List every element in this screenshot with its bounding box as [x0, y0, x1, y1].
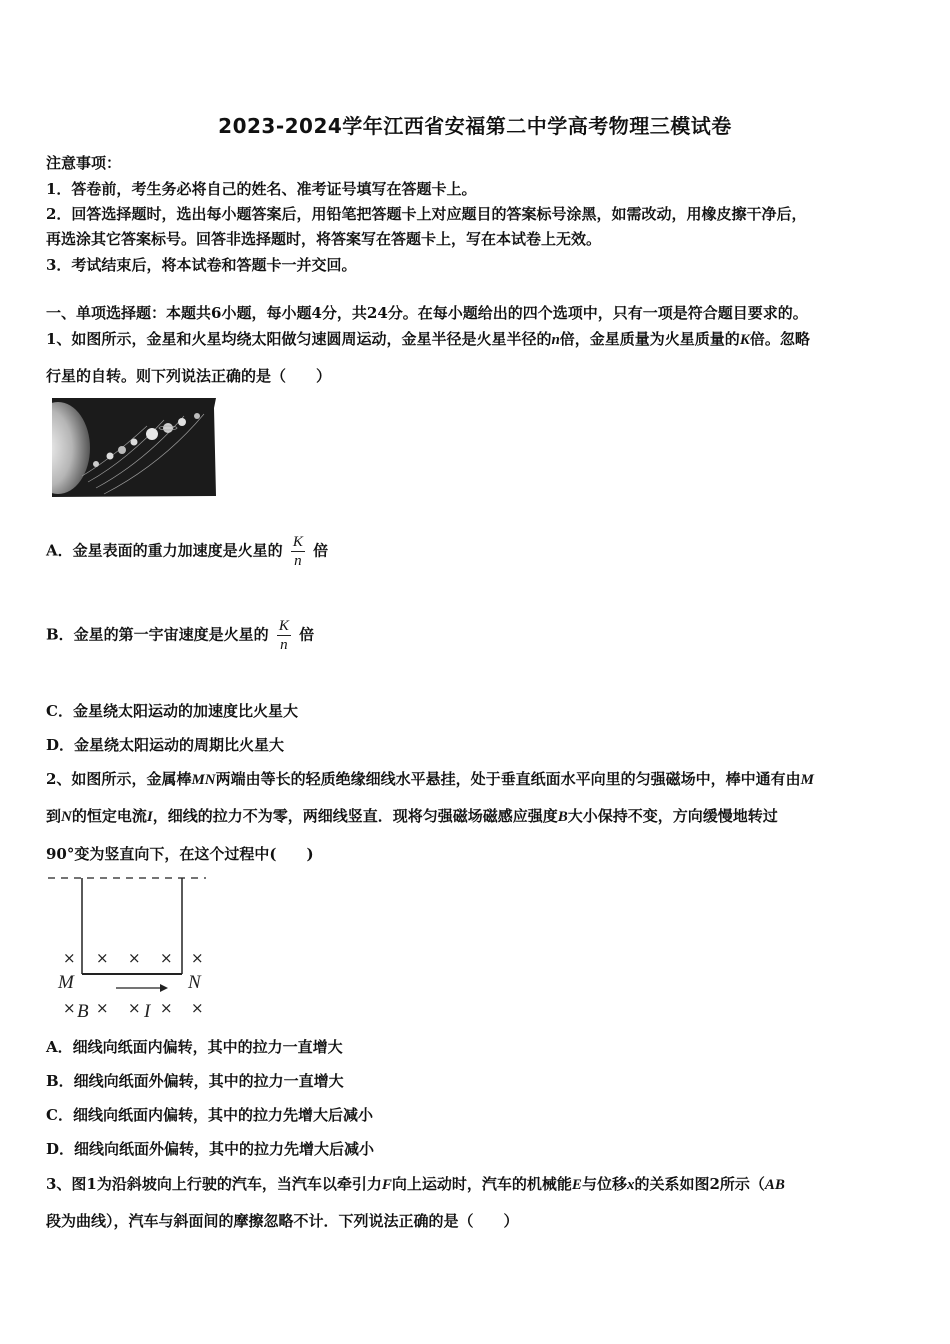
cross-symbol: × — [160, 999, 173, 1017]
q2-option-d: D．细线向纸面外偏转，其中的拉力先增大后减小 — [46, 1140, 375, 1158]
page-title: 2023-2024学年江西省安福第二中学高考物理三模试卷 — [218, 114, 732, 138]
cross-symbol: × — [63, 949, 76, 967]
notice-heading: 注意事项： — [46, 154, 122, 172]
solar-system-image — [52, 398, 216, 497]
q3-stem-line2: 段为曲线），汽车与斜面间的摩擦忽略不计．下列说法正确的是（ ） — [46, 1212, 519, 1230]
section-heading: 一、单项选择题：本题共6小题，每小题4分，共24分。在每小题给出的四个选项中，只有一项是符合题目要求的。 — [46, 304, 808, 322]
magnetic-field-figure — [46, 868, 216, 1020]
q1-option-c: C．金星绕太阳运动的加速度比火星大 — [46, 702, 298, 720]
q3-stem-line1: 3、图1为沿斜坡向上行驶的汽车，当汽车以牵引力F向上运动时，汽车的机械能E与位移x的关系如图2所示（AB — [46, 1175, 785, 1193]
q2-option-a: A．细线向纸面内偏转，其中的拉力一直增大 — [46, 1038, 343, 1056]
label-b: B — [77, 1001, 89, 1020]
cross-symbol: × — [191, 999, 204, 1017]
label-n: N — [188, 972, 201, 993]
q2-stem-line1: 2、如图所示，金属棒MN两端由等长的轻质绝缘细线水平悬挂，处于垂直纸面水平向里的匀强磁场中，棒中通有由M — [46, 770, 814, 788]
cross-symbol: × — [160, 949, 173, 967]
q2-stem-line2: 到N的恒定电流I，细线的拉力不为零，两细线竖直．现将匀强磁场磁感应强度B大小保持不变，方向缓慢地转过 — [46, 807, 778, 825]
cross-symbol: × — [191, 949, 204, 967]
notice-item-1: 1．答卷前，考生务必将自己的姓名、准考证号填写在答题卡上。 — [46, 180, 477, 198]
cross-symbol: × — [128, 949, 141, 967]
q2-option-b: B．细线向纸面外偏转，其中的拉力一直增大 — [46, 1072, 344, 1090]
notice-item-2: 2．回答选择题时，选出每小题答案后，用铅笔把答题卡上对应题目的答案标号涂黑，如需改动，用橡皮擦干净后， — [46, 205, 807, 223]
q2-option-c: C．细线向纸面内偏转，其中的拉力先增大后减小 — [46, 1106, 373, 1124]
fraction-k-over-n: $\frac{K}{n}$ — [278, 618, 289, 653]
q1-stem-line2: 行星的自转。则下列说法正确的是（ ） — [46, 367, 332, 385]
label-m: M — [58, 972, 74, 993]
q1-option-d: D．金星绕太阳运动的周期比火星大 — [46, 736, 285, 754]
fraction-k-over-n: $\frac{K}{n}$ — [292, 534, 303, 569]
notice-item-2-cont: 再选涂其它答案标号。回答非选择题时，将答案写在答题卡上，写在本试卷上无效。 — [46, 230, 602, 248]
q1-stem-line1: 1、如图所示，金星和火星均绕太阳做匀速圆周运动，金星半径是火星半径的n倍，金星质量为火星质量的K倍。忽略 — [46, 330, 810, 348]
label-i: I — [144, 1001, 151, 1020]
cross-symbol: × — [96, 999, 109, 1017]
current-arrow-icon — [160, 984, 168, 992]
q1-option-a: A．金星表面的重力加速度是火星的 $\frac{K}{n}$ 倍 — [46, 534, 329, 569]
notice-item-3: 3．考试结束后，将本试卷和答题卡一并交回。 — [46, 256, 357, 274]
q1-option-b: B．金星的第一宇宙速度是火星的 $\frac{K}{n}$ 倍 — [46, 618, 315, 653]
q2-stem-line3: 90°变为竖直向下，在这个过程中( ) — [46, 845, 314, 863]
cross-symbol: × — [96, 949, 109, 967]
cross-symbol: × — [128, 999, 141, 1017]
cross-symbol: × — [63, 999, 76, 1017]
